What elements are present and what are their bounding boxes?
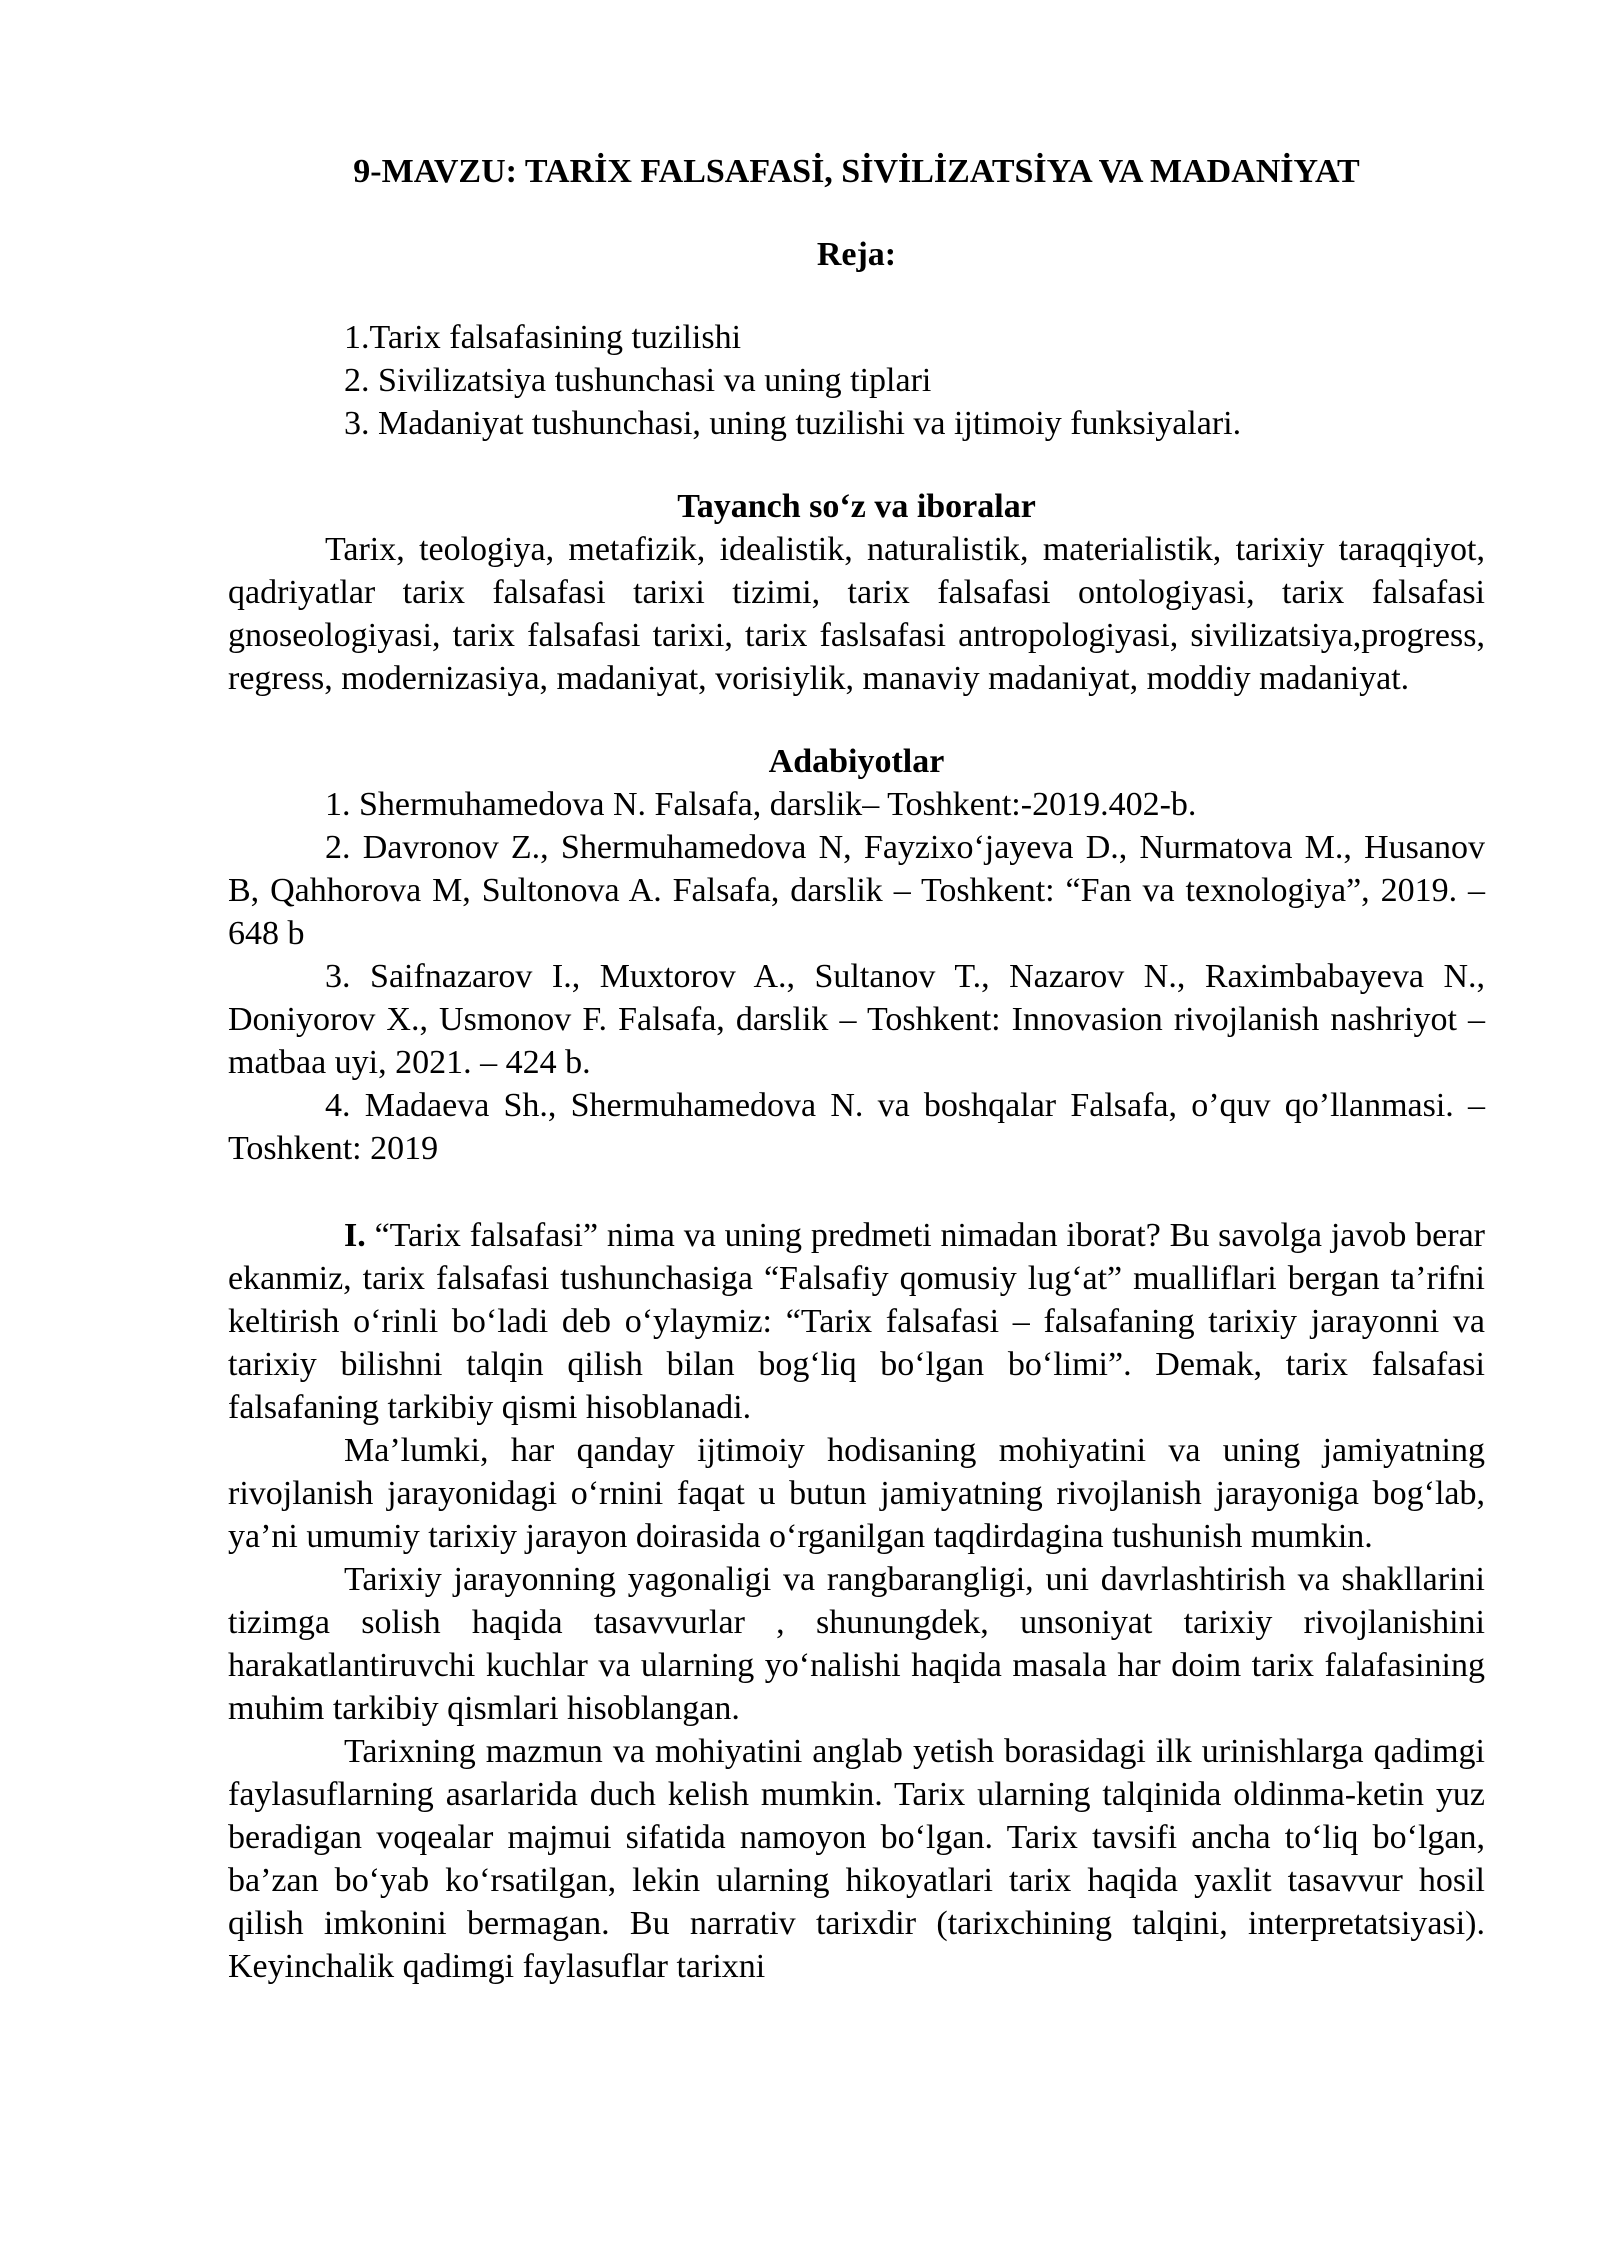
keywords-text: Tarix, teologiya, metafizik, idealistik, naturalistik, materialistik, tarixiy taraqqiyot, qadriyatlar tarix falsafasi tarixi tizimi, tarix falsafasi ontologiyasi, tarix falsafasi gnoseologiyasi, tarix falsafasi tarixi, tarix faslsafasi antropologiyasi, sivilizatsiya,progress, regress, modernizasiya, madaniyat, vorisiylik, manaviy madaniyat, moddiy madaniyat.	[228, 531, 1485, 697]
body-paragraph: Tarixning mazmun va mohiyatini anglab yetish borasidagi ilk urinishlarga qadimgi faylasuflarning asarlarida duch kelish mumkin. Tarix ularning talqinida oldinma-ketin yuz beradigan voqealar majmui sifatida namoyon bo‘lgan. Tarix tavsifi ancha to‘liq bo‘lgan, ba’zan bo‘yab ko‘rsatilgan, lekin ularning hikoyatlari tarix haqida yaxlit tasavvur hosil qilish imkonini bermagan. Bu narrativ tarixdir (tarixchining talqini, interpretatsiyasi). Keyinchalik qadimgi faylasuflar tarixni	[228, 1733, 1485, 1985]
reference-item: 3. Saifnazarov I., Muxtorov A., Sultanov T., Nazarov N., Raximbabayeva N., Doniyorov X., Usmonov F. Falsafa, darslik – Toshkent: Innovasion rivojlanish nashriyot –matbaa uyi, 2021. – 424 b.	[228, 958, 1485, 1081]
plan-item: 3. Madaniyat tushunchasi, uning tuzilishi va ijtimoiy funksiyalari.	[344, 405, 1242, 442]
reference-item: 2. Davronov Z., Shermuhamedova N, Fayzixo‘jayeva D., Nurmatova M., Husanov B, Qahhorova M, Sultonova A. Falsafa, darslik – Toshkent: “Fan va texnologiya”, 2019. – 648 b	[228, 829, 1485, 952]
reference-item: 1. Shermuhamedova N. Falsafa, darslik– Toshkent:-2019.402-b.	[325, 786, 1197, 823]
plan-item: 1.Tarix falsafasining tuzilishi	[344, 319, 742, 356]
keywords-heading: Tayanch so‘z va iboralar	[677, 488, 1036, 525]
body-paragraph: Ma’lumki, har qanday ijtimoiy hodisaning mohiyatini va uning jamiyatning rivojlanish jarayonidagi o‘rnini faqat u butun jamiyatning rivojlanish jarayoniga bog‘lab, ya’ni umumiy tarixiy jarayon doirasida o‘rganilgan taqdirdagina tushunish mumkin.	[228, 1432, 1485, 1555]
reference-item: 4. Madaeva Sh., Shermuhamedova N. va boshqalar Falsafa, o’quv qo’llanmasi. –Toshkent: 2019	[228, 1087, 1485, 1167]
plan-heading: Reja:	[816, 236, 897, 273]
plan-item: 2. Sivilizatsiya tushunchasi va uning tiplari	[344, 362, 932, 399]
body-paragraph: Tarixiy jarayonning yagonaligi va rangbarangligi, uni davrlashtirish va shakllarini tizimga solish haqida tasavvurlar , shunungdek, unsoniyat tarixiy rivojlanishini harakatlantiruvchi kuchlar va ularning yo‘nalishi haqida masala har doim tarix falafasining muhim tarkibiy qismlari hisoblangan.	[228, 1561, 1485, 1727]
paragraph-text: “Tarix falsafasi” nima va uning predmeti nimadan iborat? Bu savolga javob berar ekanmiz, tarix falsafasi tushunchasiga “Falsafiy qomusiy lug‘at” mualliflari bergan ta’rifni keltirish o‘rinli bo‘ladi deb o‘ylaymiz: “Tarix falsafasi – falsafaning tarixiy jarayonni va tarixiy bilishni talqin qilish bilan bog‘liq bo‘lgan bo‘limi”. Demak, tarix falsafasi falsafaning tarkibiy qismi hisoblanadi.	[228, 1217, 1485, 1426]
section-marker: I.	[344, 1217, 366, 1254]
topic-title: 9-MAVZU: TARİX FALSAFASİ, SİVİLİZATSİYA VA MADANİYAT	[353, 153, 1360, 190]
document-page	[228, 150, 1485, 1988]
main-text	[228, 1214, 1485, 1988]
references-heading: Adabiyotlar	[768, 743, 945, 780]
body-paragraph	[228, 1214, 1485, 1429]
references-list	[228, 783, 1485, 1170]
plan-list	[228, 316, 1485, 445]
